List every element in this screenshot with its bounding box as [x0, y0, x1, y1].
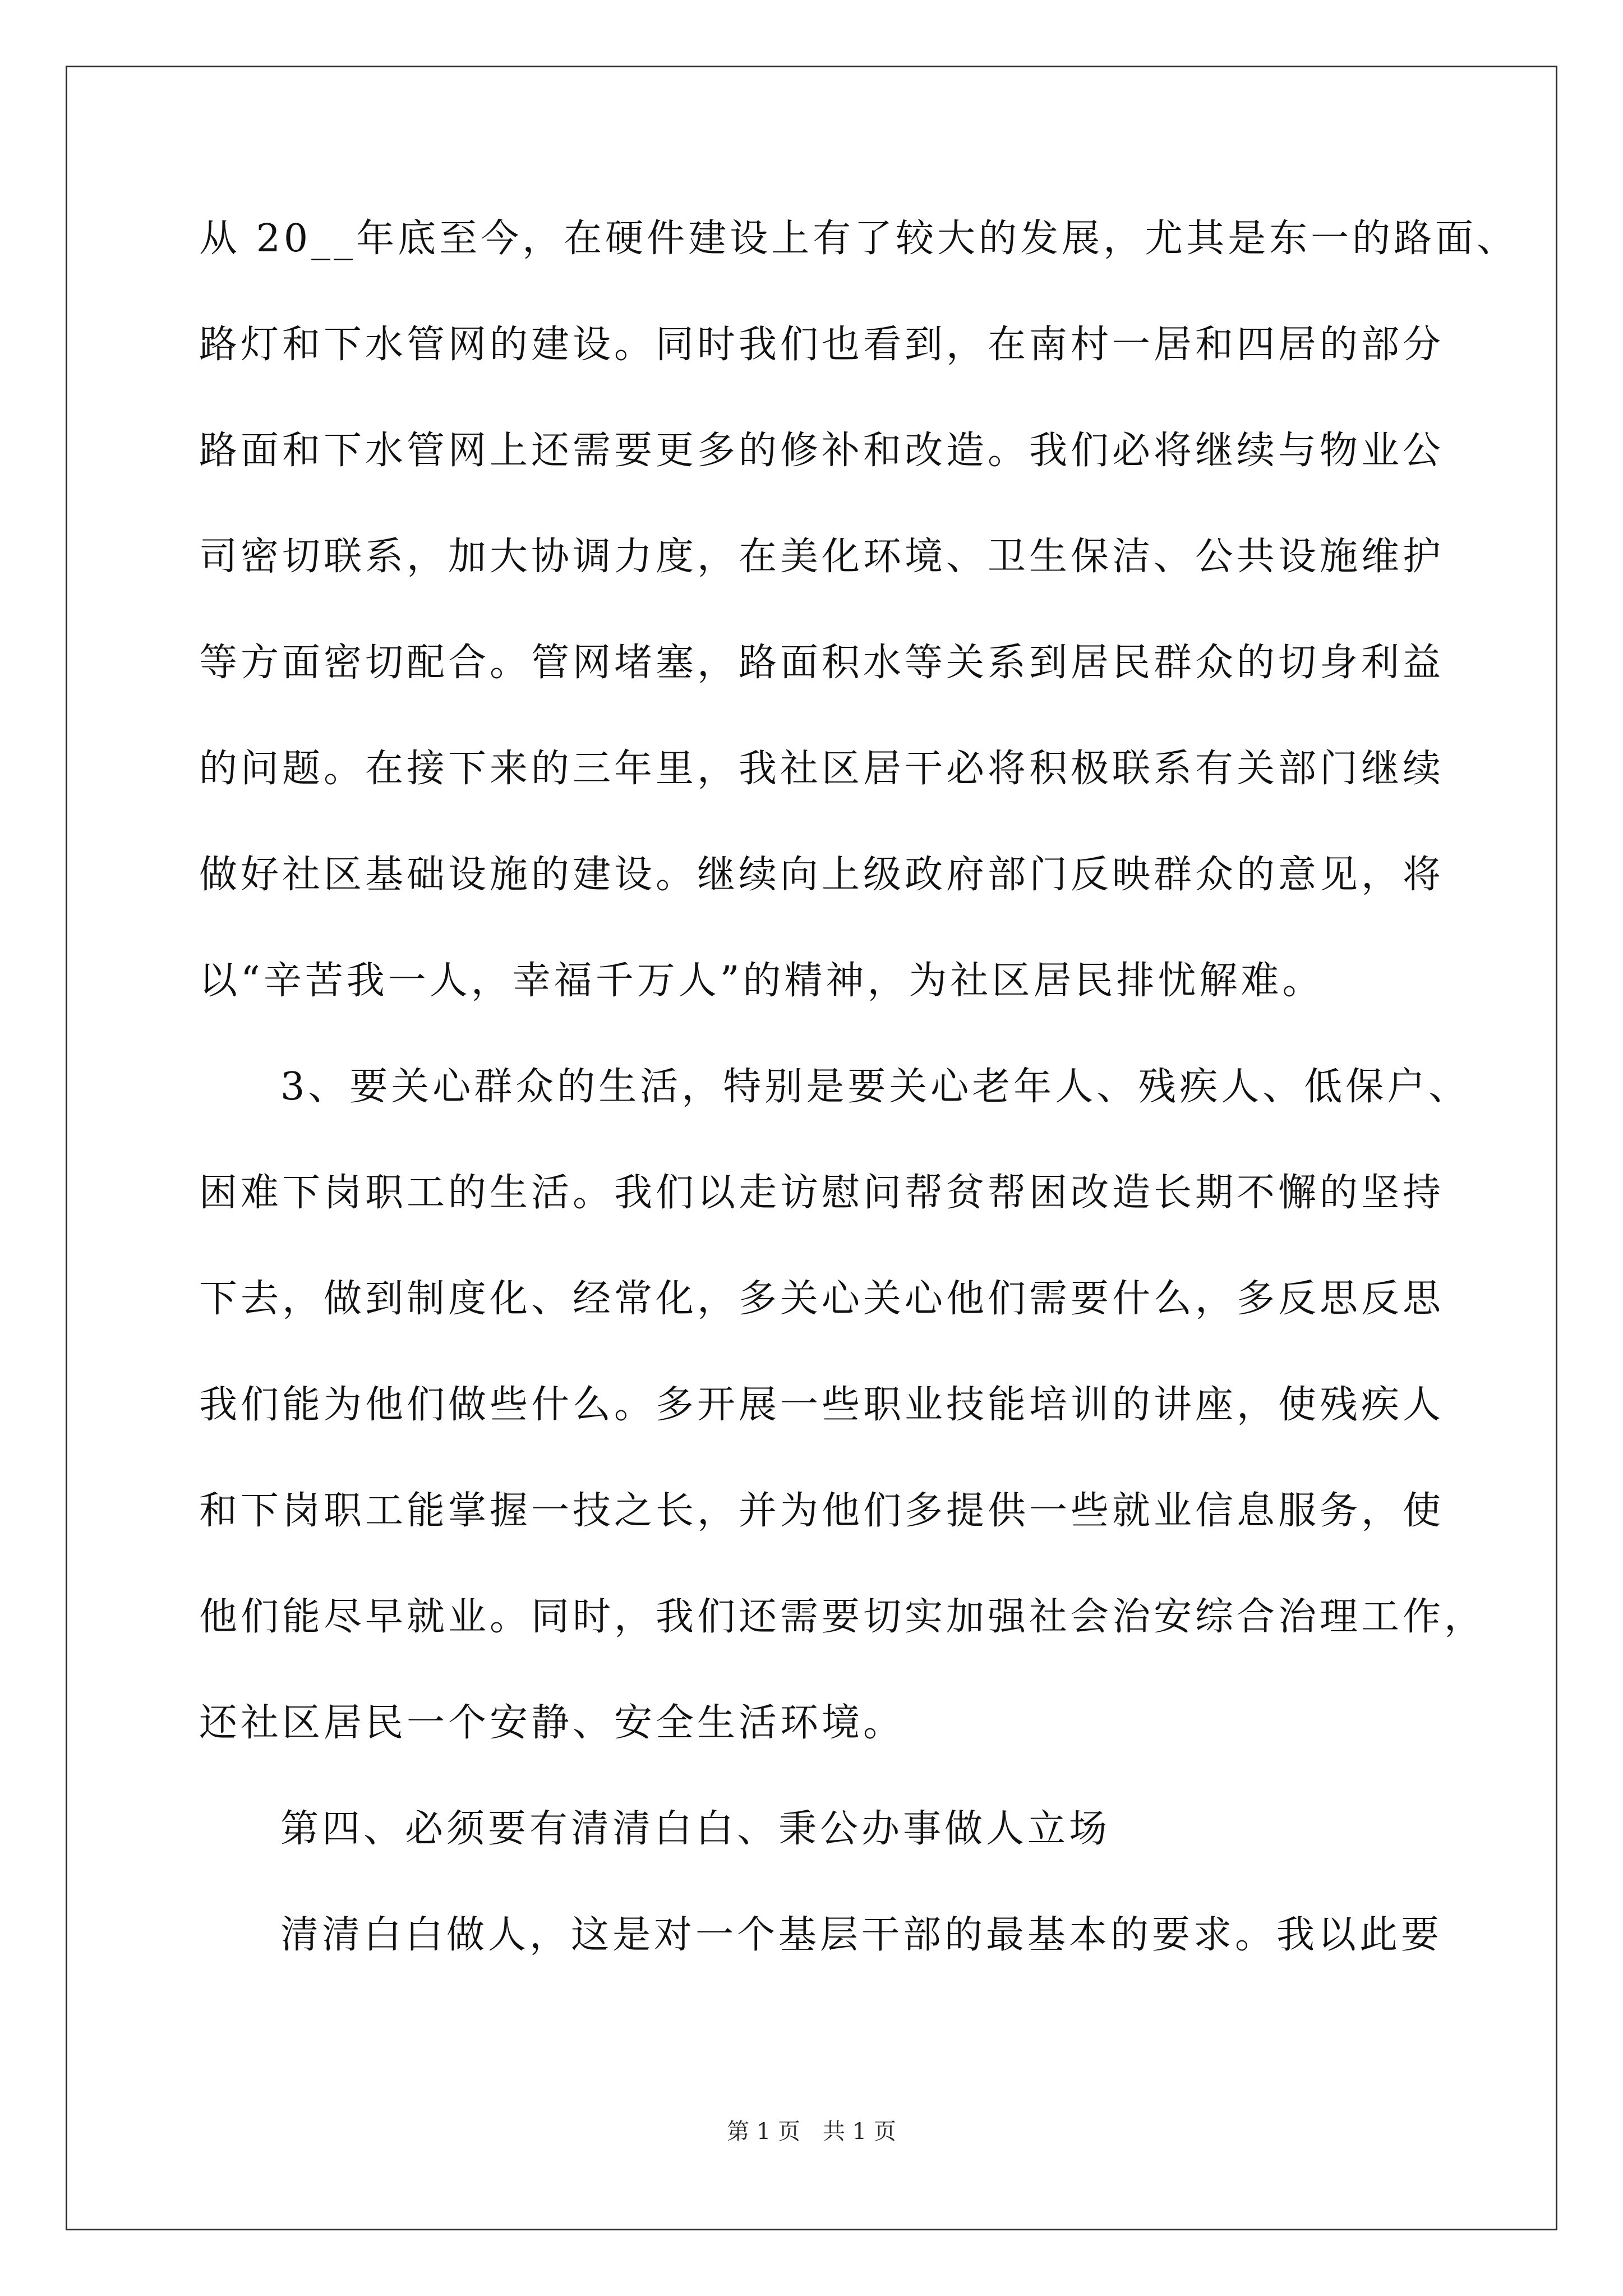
text-line-11: 下去，做到制度化、经常化，多关心关心他们需要什么，多反思反思: [199, 1277, 1445, 1321]
text-line-1: 从 20__年底至今，在硬件建设上有了较大的发展，尤其是东一的路面、: [199, 217, 1519, 261]
document-body: [199, 217, 1519, 2022]
text-line-13: 和下岗职工能掌握一技之长，并为他们多提供一些就业信息服务，使: [199, 1489, 1445, 1533]
section-heading: 第四、必须要有清清白白、秉公办事做人立场: [280, 1807, 1111, 1851]
text-line-15: 还社区居民一个安静、安全生活环境。: [199, 1701, 905, 1745]
text-line-10: 困难下岗职工的生活。我们以走访慰问帮贫帮困改造长期不懈的坚持: [199, 1171, 1445, 1215]
text-line-5: 等方面密切配合。管网堵塞，路面积水等关系到居民群众的切身利益: [199, 641, 1445, 685]
page-footer: 第 1 页 共 1 页: [727, 2119, 896, 2145]
text-line-12: 我们能为他们做些什么。多开展一些职业技能培训的讲座，使残疾人: [199, 1383, 1445, 1427]
text-line-9: 3、要关心群众的生活，特别是要关心老年人、残疾人、低保户、: [280, 1065, 1470, 1109]
text-line-6: 的问题。在接下来的三年里，我社区居干必将积极联系有关部门继续: [199, 747, 1445, 791]
text-line-7: 做好社区基础设施的建设。继续向上级政府部门反映群众的意见，将: [199, 853, 1445, 897]
text-line-8: 以“辛苦我一人，幸福千万人”的精神，为社区居民排忧解难。: [199, 959, 1324, 1003]
text-line-14: 他们能尽早就业。同时，我们还需要切实加强社会治安综合治理工作，: [199, 1595, 1486, 1639]
text-line-3: 路面和下水管网上还需要更多的修补和改造。我们必将继续与物业公: [199, 429, 1445, 473]
text-line-17: 清清白白做人，这是对一个基层干部的最基本的要求。我以此要: [280, 1913, 1443, 1957]
text-line-2: 路灯和下水管网的建设。同时我们也看到，在南村一居和四居的部分: [199, 323, 1445, 367]
text-line-4: 司密切联系，加大协调力度，在美化环境、卫生保洁、公共设施维护: [199, 535, 1445, 579]
